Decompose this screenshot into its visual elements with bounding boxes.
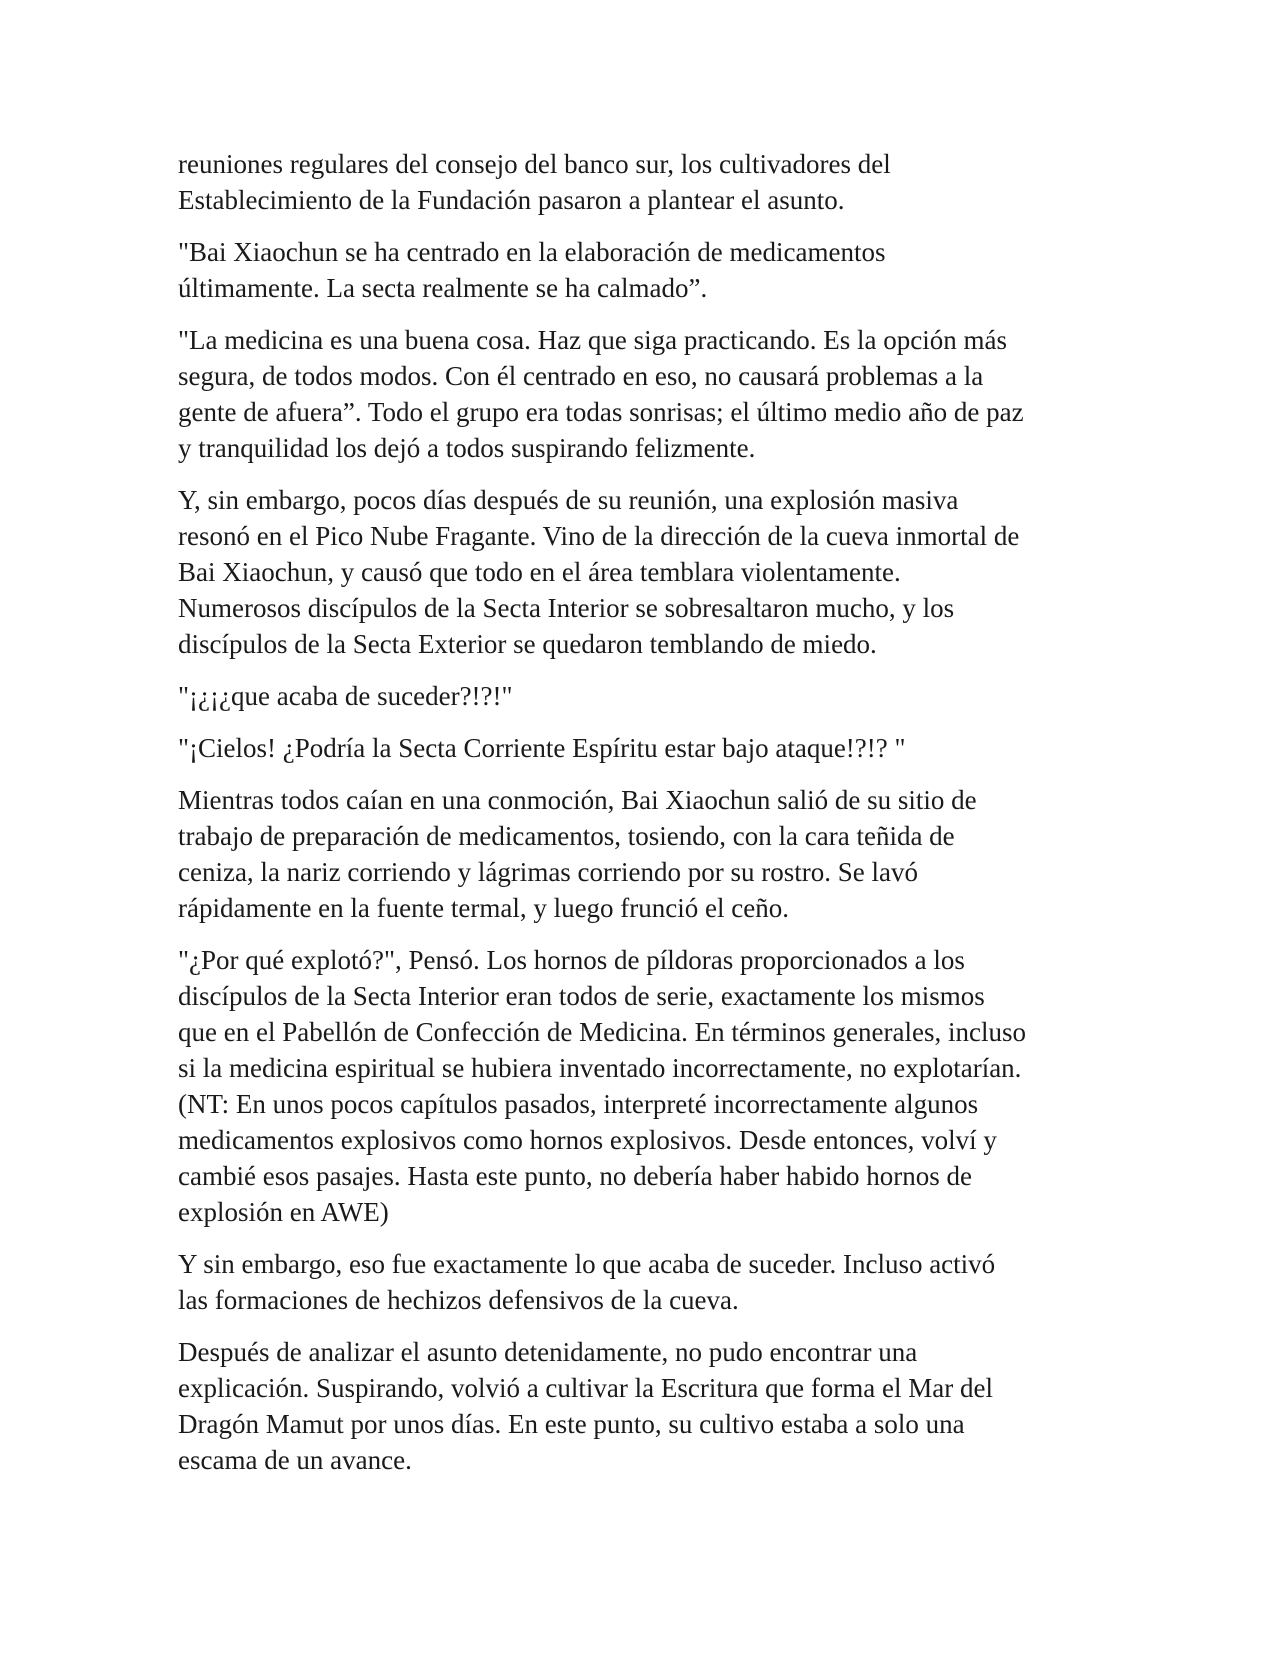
text-line: ceniza, la nariz corriendo y lágrimas corriendo por su rostro. Se lavó	[178, 857, 918, 887]
text-line: escama de un avance.	[178, 1445, 412, 1475]
text-line: (NT: En unos pocos capítulos pasados, interpreté incorrectamente algunos	[178, 1089, 979, 1119]
text-line: rápidamente en la fuente termal, y luego frunció el ceño.	[178, 893, 789, 923]
text-line: Bai Xiaochun, y causó que todo en el área temblara violentamente.	[178, 557, 901, 587]
text-line: Numerosos discípulos de la Secta Interior se sobresaltaron mucho, y los	[178, 593, 955, 623]
paragraph	[178, 234, 1108, 306]
paragraph	[178, 1334, 1108, 1478]
paragraph	[178, 678, 1108, 714]
paragraph	[178, 146, 1108, 218]
text-line: explosión en AWE)	[178, 1197, 389, 1227]
text-line: discípulos de la Secta Exterior se quedaron temblando de miedo.	[178, 629, 877, 659]
text-line: últimamente. La secta realmente se ha calmado”.	[178, 273, 708, 303]
text-line: "¿Por qué explotó?", Pensó. Los hornos de píldoras proporcionados a los	[178, 945, 965, 975]
text-line: Y, sin embargo, pocos días después de su reunión, una explosión masiva	[178, 485, 959, 515]
paragraph	[178, 942, 1108, 1230]
text-line: "¡¿¡¿que acaba de suceder?!?!"	[178, 681, 513, 711]
text-line: Y sin embargo, eso fue exactamente lo que acaba de suceder. Incluso activó	[178, 1249, 996, 1279]
text-line: Después de analizar el asunto detenidamente, no pudo encontrar una	[178, 1337, 918, 1367]
text-line: si la medicina espiritual se hubiera inventado incorrectamente, no explotarían.	[178, 1053, 1022, 1083]
paragraph	[178, 782, 1108, 926]
text-line: las formaciones de hechizos defensivos de la cueva.	[178, 1285, 739, 1315]
text-line: Mientras todos caían en una conmoción, Bai Xiaochun salió de su sitio de	[178, 785, 977, 815]
text-line: trabajo de preparación de medicamentos, tosiendo, con la cara teñida de	[178, 821, 955, 851]
paragraph	[178, 730, 1108, 766]
text-line: discípulos de la Secta Interior eran todos de serie, exactamente los mismos	[178, 981, 985, 1011]
text-line: que en el Pabellón de Confección de Medicina. En términos generales, incluso	[178, 1017, 1026, 1047]
text-line: cambié esos pasajes. Hasta este punto, no debería haber habido hornos de	[178, 1161, 972, 1191]
text-line: "Bai Xiaochun se ha centrado en la elaboración de medicamentos	[178, 237, 886, 267]
document-body	[178, 146, 1108, 1494]
text-line: Establecimiento de la Fundación pasaron a plantear el asunto.	[178, 185, 845, 215]
text-line: y tranquilidad los dejó a todos suspirando felizmente.	[178, 433, 756, 463]
text-line: "La medicina es una buena cosa. Haz que siga practicando. Es la opción más	[178, 325, 1007, 355]
text-line: resonó en el Pico Nube Fragante. Vino de la dirección de la cueva inmortal de	[178, 521, 1020, 551]
paragraph	[178, 482, 1108, 662]
text-line: gente de afuera”. Todo el grupo era todas sonrisas; el último medio año de paz	[178, 397, 1024, 427]
text-line: segura, de todos modos. Con él centrado en eso, no causará problemas a la	[178, 361, 984, 391]
text-line: Dragón Mamut por unos días. En este punto, su cultivo estaba a solo una	[178, 1409, 965, 1439]
text-line: medicamentos explosivos como hornos explosivos. Desde entonces, volví y	[178, 1125, 997, 1155]
text-line: "¡Cielos! ¿Podría la Secta Corriente Espíritu estar bajo ataque!?!? "	[178, 733, 906, 763]
text-line: explicación. Suspirando, volvió a cultivar la Escritura que forma el Mar del	[178, 1373, 993, 1403]
paragraph	[178, 1246, 1108, 1318]
text-line: reuniones regulares del consejo del banco sur, los cultivadores del	[178, 149, 891, 179]
paragraph	[178, 322, 1108, 466]
